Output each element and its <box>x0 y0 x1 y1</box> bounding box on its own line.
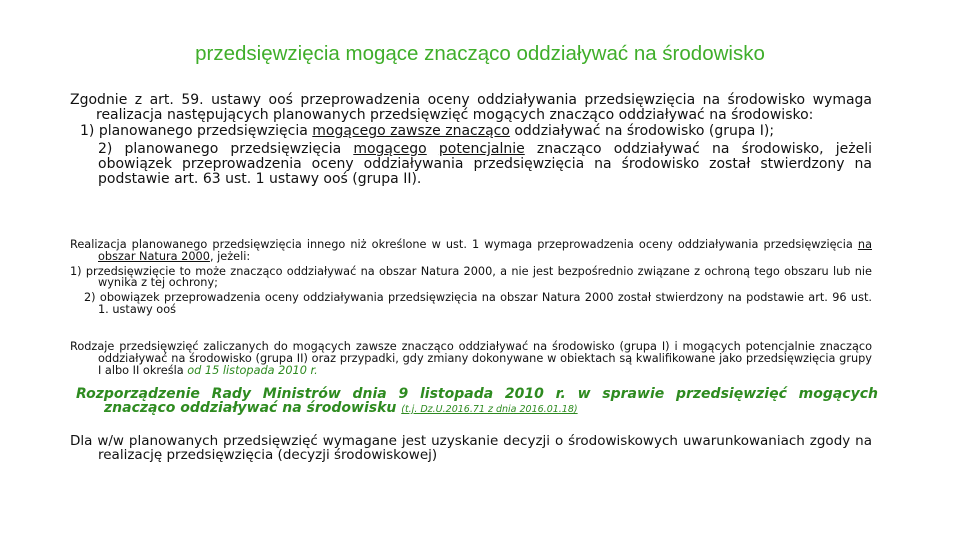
paragraph-decision <box>70 434 872 462</box>
regulation-citation: (t.j. Dz.U.2016.71 z dnia 2016.01.18) <box>401 404 578 415</box>
natura-intro-end: , jeżeli: <box>209 249 251 263</box>
underlined-phrase: mogącego zawsze znacząco <box>312 123 510 139</box>
regulation-line <box>76 387 878 417</box>
underlined-phrase: na obszar Natura 2000 <box>98 238 872 263</box>
effective-date: od 15 listopada 2010 r. <box>183 363 318 377</box>
list-item-group-2 <box>70 142 872 187</box>
underlined-phrase: mogącego <box>353 141 427 157</box>
art59-intro: Zgodnie z art. 59. ustawy ooś przeprowadzenia oceny oddziaływania przedsięwzięcia na środowisko wymaga realizacja następujących planowanych przedsięwzięć mogących znacząco oddziaływać na środowisko: <box>70 92 872 123</box>
paragraph-types <box>70 341 872 376</box>
regulation-reference <box>70 387 878 417</box>
list-item-group-1 <box>70 124 872 139</box>
item-space <box>427 141 439 157</box>
item-text: planowanego przedsięwzięcia <box>98 123 313 139</box>
paragraph-natura2000 <box>70 239 872 316</box>
paragraph-art59 <box>70 93 872 187</box>
underlined-phrase: potencjalnie <box>438 141 525 157</box>
decision-text: Dla w/w planowanych przedsięwzięć wymagane jest uzyskanie decyzji o środowiskowych uwarunkowaniach zgody na realizację przedsięwzięcia (decyzji środowiskowej) <box>70 433 872 463</box>
item-number: 2) <box>98 141 113 157</box>
types-text <box>70 341 872 376</box>
natura-item-2: 2) obowiązek przeprowadzenia oceny oddziaływania przedsięwzięcia na obszar Natura 2000 został stwierdzony na podstawie art. 96 ust. 1. ustawy ooś <box>84 291 872 316</box>
item-number: 1) <box>80 123 95 139</box>
natura-item-1: 1) przedsięwzięcie to może znacząco oddziaływać na obszar Natura 2000, a nie jest bezpośrednio związane z ochroną tego obszaru lub nie wynika z tej ochrony; <box>70 264 872 290</box>
page-title: przedsięwzięcia mogące znacząco oddziaływać na środowisko <box>195 42 765 65</box>
item-text: znacząco oddziaływać na środowisko, jeżeli obowiązek przeprowadzenia oceny oddziaływania przedsięwzięcia na środowisko został stwierdzony na podstawie art. 63 ust. 1 ustawy ooś (grupa II). <box>98 141 872 187</box>
regulation-title: Rozporządzenie Rady Ministrów dnia 9 listopada 2010 r. w sprawie przedsięwzięć mogących znacząco oddziaływać na środowisku <box>76 386 878 416</box>
natura-intro <box>70 239 872 263</box>
item-text: planowanego przedsięwzięcia <box>124 141 354 157</box>
item-text: oddziaływać na środowisko (grupa I); <box>509 123 775 139</box>
types-body: Rodzaje przedsięwzięć zaliczanych do mogących zawsze znacząco oddziaływać na środowisko (grupa I) i mogących potencjalnie znacząco oddziaływać na środowisko (grupa II) oraz przypadki, gdy zmiany dokonywane w obiektach są kwalifikowane jako przedsięwzięcia grupy I albo II określa <box>70 340 872 377</box>
natura-intro-text: Realizacja planowanego przedsięwzięcia innego niż określone w ust. 1 wymaga przeprowadzenia oceny oddziaływania przedsięwzięcia <box>70 238 858 251</box>
